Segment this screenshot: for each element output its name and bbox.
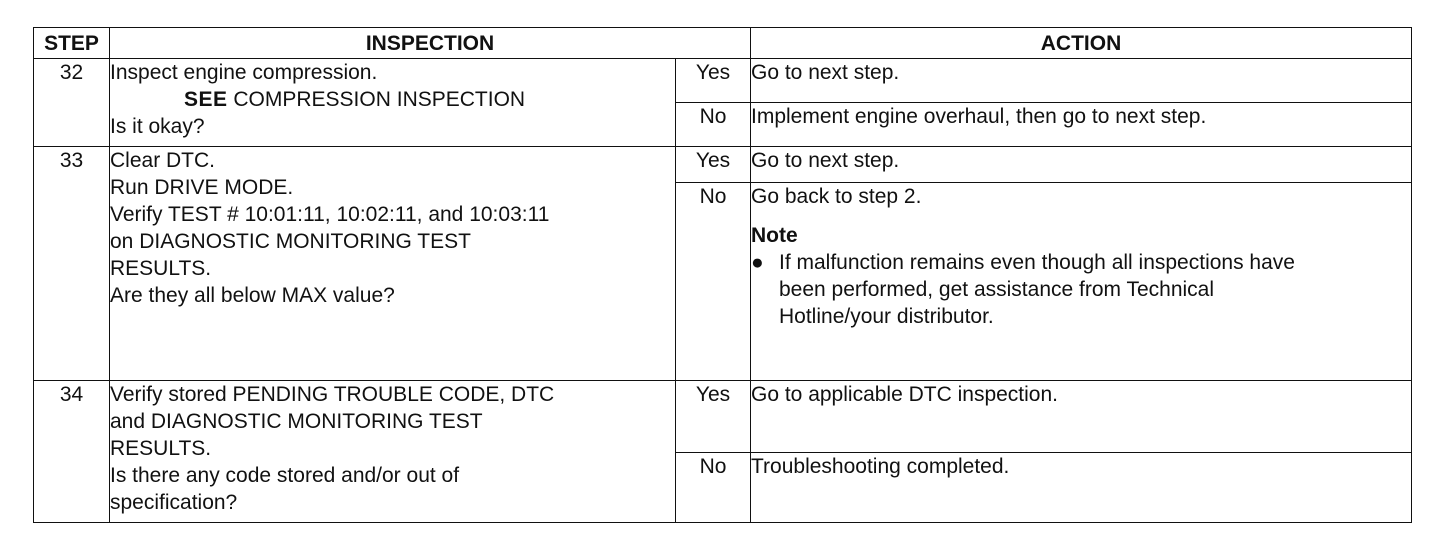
step-header: STEP: [34, 28, 110, 59]
no-action-cell: [751, 183, 1412, 381]
yes-action: Go to next step.: [751, 59, 1412, 103]
note-bullet-item: [751, 249, 1411, 330]
note-text: [779, 249, 1295, 330]
table-row: [34, 381, 1412, 453]
step-number: 33: [34, 147, 110, 381]
yes-label: Yes: [676, 59, 751, 103]
no-action: Go back to step 2.: [751, 185, 922, 208]
yes-label: Yes: [676, 147, 751, 183]
see-label: SEE: [184, 88, 228, 111]
inspection-line: RESULTS.: [110, 257, 212, 280]
troubleshooting-table: [33, 27, 1412, 523]
step-number: 32: [34, 59, 110, 147]
inspection-line: specification?: [110, 491, 238, 514]
inspection-cell: [110, 147, 676, 381]
inspection-line: Verify stored PENDING TROUBLE CODE, DTC: [110, 383, 555, 406]
yes-action: Go to applicable DTC inspection.: [751, 381, 1412, 453]
note-title: Note: [751, 224, 798, 247]
inspection-line: and DIAGNOSTIC MONITORING TEST: [110, 410, 483, 433]
action-header: ACTION: [751, 28, 1412, 59]
inspection-cell: [110, 59, 676, 147]
no-label: No: [676, 103, 751, 147]
inspection-line: Run DRIVE MODE.: [110, 176, 294, 199]
bullet-icon: ●: [751, 251, 764, 274]
inspection-line: Clear DTC.: [110, 149, 216, 172]
inspection-line: RESULTS.: [110, 437, 212, 460]
inspection-line: Are they all below MAX value?: [110, 284, 395, 307]
note-line: If malfunction remains even though all inspections have: [779, 251, 1295, 274]
note-line: Hotline/your distributor.: [779, 305, 994, 328]
note-line: been performed, get assistance from Technical: [779, 278, 1215, 301]
table-row: [34, 147, 1412, 183]
inspection-line: Is there any code stored and/or out of: [110, 464, 460, 487]
no-action: Troubleshooting completed.: [751, 453, 1412, 523]
inspection-line: Inspect engine compression.: [110, 61, 378, 84]
table-row: [34, 59, 1412, 103]
no-action: Implement engine overhaul, then go to next step.: [751, 103, 1412, 147]
yes-label: Yes: [676, 381, 751, 453]
header-row: [34, 28, 1412, 59]
see-target: COMPRESSION INSPECTION: [233, 88, 526, 111]
step-number: 34: [34, 381, 110, 523]
no-label: No: [676, 183, 751, 381]
inspection-line: Verify TEST # 10:01:11, 10:02:11, and 10:03:11: [110, 203, 550, 226]
see-reference: [110, 86, 675, 113]
no-label: No: [676, 453, 751, 523]
yes-action: Go to next step.: [751, 147, 1412, 183]
inspection-line: Is it okay?: [110, 115, 205, 138]
inspection-line: on DIAGNOSTIC MONITORING TEST: [110, 230, 471, 253]
inspection-header: INSPECTION: [110, 28, 751, 59]
inspection-cell: [110, 381, 676, 523]
